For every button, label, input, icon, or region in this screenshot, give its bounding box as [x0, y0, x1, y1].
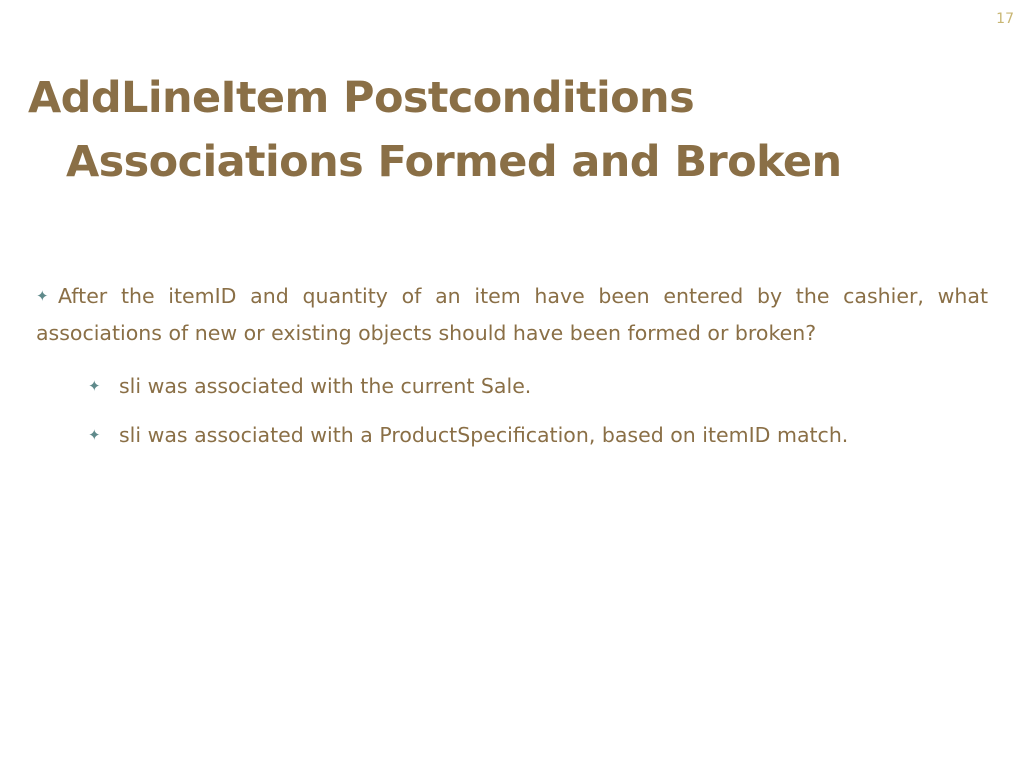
slide-number: 17 [996, 11, 1014, 27]
slide-title [28, 66, 988, 194]
sub-bullet-item [88, 411, 988, 460]
sub-bullet-text: sli was associated with a ProductSpecification, based on itemID match. [119, 423, 849, 447]
bullet-star-icon: ✦ [88, 377, 101, 395]
title-line-1: AddLineItem Postconditions [28, 73, 695, 123]
main-bullet [36, 278, 988, 352]
main-bullet-text: After the itemID and quantity of an item have been entered by the cashier, what associations of new or existing objects should have been formed or broken? [36, 284, 988, 345]
slide-content [36, 278, 988, 460]
sub-bullet-text: sli was associated with the current Sale. [119, 374, 532, 398]
sub-bullet-item [88, 362, 988, 411]
title-line-2: Associations Formed and Broken [66, 137, 842, 187]
sub-bullet-list [88, 362, 988, 460]
bullet-star-icon: ✦ [88, 426, 101, 444]
bullet-star-icon: ✦ [36, 287, 49, 305]
